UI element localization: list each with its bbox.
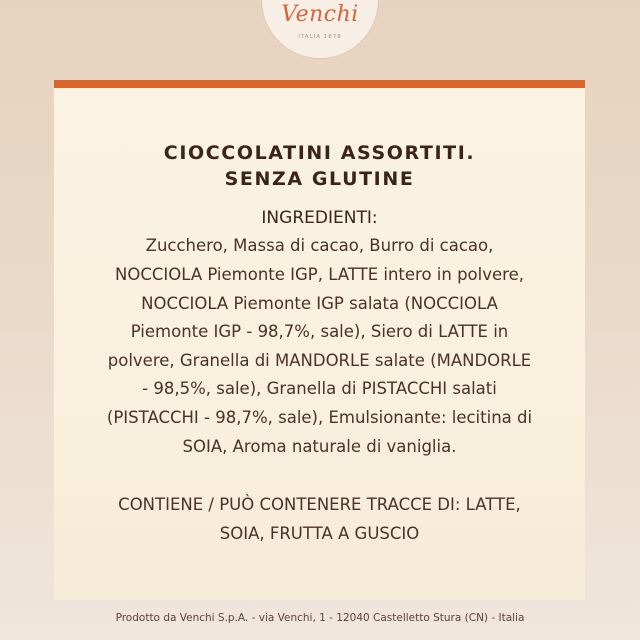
ingredients-line: Piemonte IGP - 98,7%, sale), Siero di LATTE in <box>130 322 509 341</box>
product-title-line-2: SENZA GLUTINE <box>224 168 415 190</box>
ingredients-panel <box>54 80 585 600</box>
ingredients-line: NOCCIOLA Piemonte IGP salata (NOCCIOLA <box>141 294 498 313</box>
ingredients-line: SOIA, Aroma naturale di vaniglia. <box>182 437 457 456</box>
ingredients-line: polvere, Granella di MANDORLE salate (MANDORLE <box>107 351 532 370</box>
ingredients-line: Zucchero, Massa di cacao, Burro di cacao, <box>145 236 494 255</box>
ingredients-line: NOCCIOLA Piemonte IGP, LATTE intero in polvere, <box>115 265 524 284</box>
allergens-line-1: CONTIENE / PUÒ CONTENERE TRACCE DI: LATTE, <box>118 495 521 514</box>
allergens-line-2: SOIA, FRUTTA A GUSCIO <box>219 524 420 543</box>
manufacturer-footer: Prodotto da Venchi S.p.A. - via Venchi, 1 - 12040 Castelletto Stura (CN) - Italia <box>115 612 525 624</box>
ingredients-line: - 98,5%, sale), Granella di PISTACCHI salati <box>142 379 497 398</box>
brand-logo-tagline: ITALIA 1878 <box>298 34 342 40</box>
product-title-line-1: CIOCCOLATINI ASSORTITI. <box>163 142 476 164</box>
accent-bar <box>54 80 585 88</box>
ingredients-line: (PISTACCHI - 98,7%, sale), Emulsionante: lecitina di <box>106 408 533 427</box>
brand-logo-badge <box>262 0 378 58</box>
brand-logo-wordmark: Venchi <box>281 2 359 27</box>
ingredients-heading: INGREDIENTI: <box>261 208 378 228</box>
